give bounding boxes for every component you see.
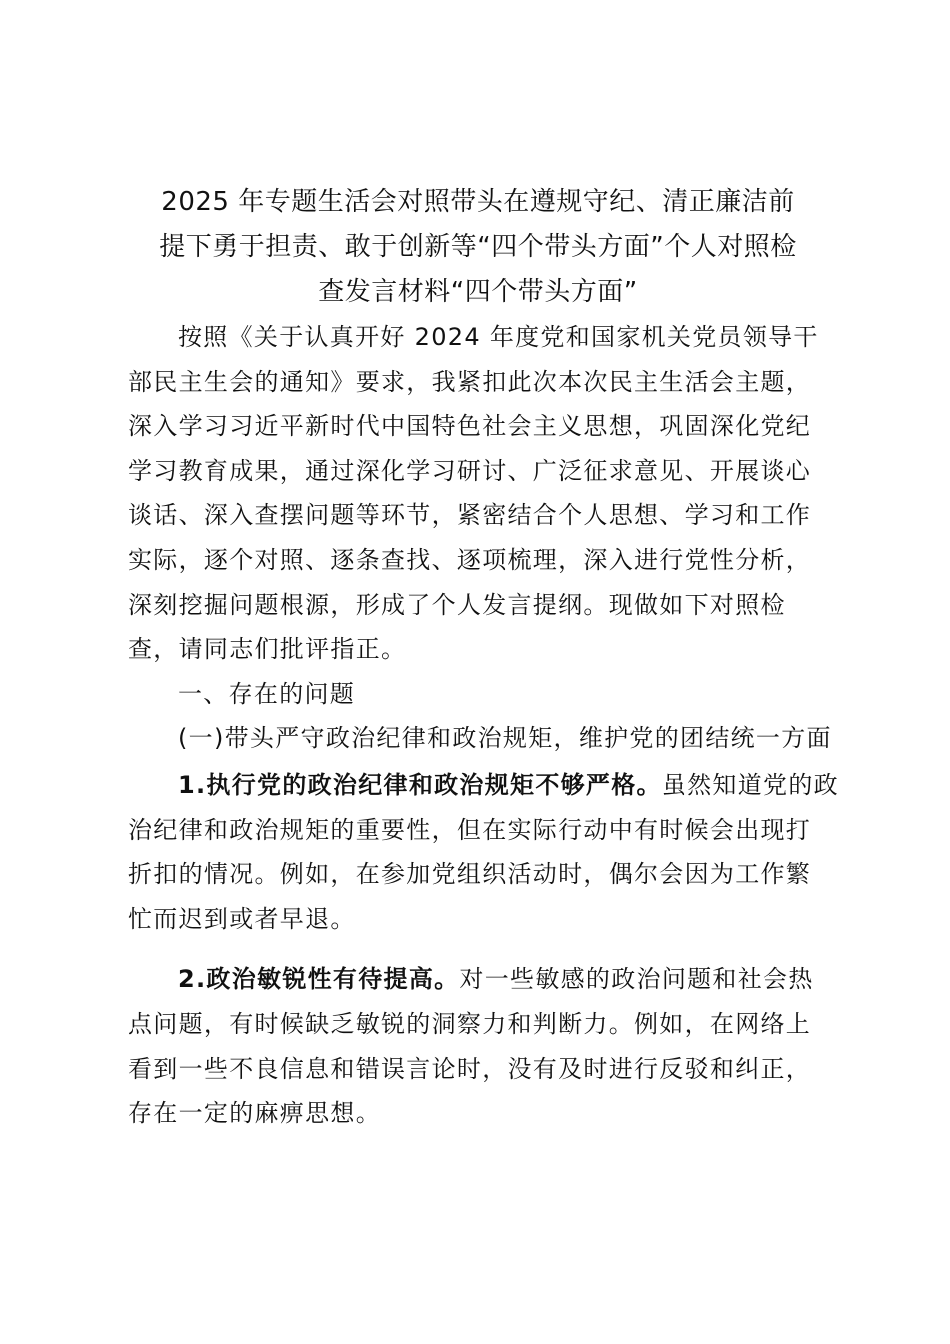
document-title: [120, 180, 836, 315]
section-heading: 一、存在的问题: [178, 679, 356, 708]
intro-line: 实际，逐个对照、逐条查找、逐项梳理，深入进行党性分析，: [128, 545, 812, 574]
item-line: 治纪律和政治规矩的重要性，但在实际行动中有时候会出现打: [128, 815, 812, 844]
item-text: 对一些敏感的政治问题和社会热: [459, 965, 814, 994]
title-line: 2025 年专题生活会对照带头在遵规守纪、清正廉洁前: [161, 187, 795, 217]
problem-item-2: [128, 957, 828, 1135]
subsection-heading: (一)带头严守政治纪律和政治规矩，维护党的团结统一方面: [178, 724, 832, 753]
item-line: 点问题，有时候缺乏敏锐的洞察力和判断力。例如，在网络上: [128, 1009, 812, 1038]
intro-line: 部民主生会的通知》要求，我紧扣此次本次民主生活会主题，: [128, 367, 812, 396]
intro-line: 查，请同志们批评指正。: [128, 635, 407, 664]
item-text: 虽然知道党的政: [661, 770, 839, 799]
title-line: 提下勇于担责、敢于创新等“四个带头方面”个人对照检: [159, 232, 797, 262]
intro-line: 深入学习习近平新时代中国特色社会主义思想，巩固深化党纪: [128, 412, 812, 441]
item-line: 看到一些不良信息和错误言论时，没有及时进行反驳和纠正，: [128, 1054, 812, 1083]
item-heading: 1.执行党的政治纪律和政治规矩不够严格。: [178, 770, 662, 799]
problem-item-1: [128, 763, 839, 941]
item-line: 折扣的情况。例如，在参加党组织活动时，偶尔会因为工作繁: [128, 860, 812, 889]
item-line: 忙而迟到或者早退。: [128, 904, 356, 933]
intro-line: 谈话、深入查摆问题等环节，紧密结合个人思想、学习和工作: [128, 501, 812, 530]
document-page: [128, 180, 839, 1136]
item-heading: 2.政治敏锐性有待提高。: [178, 965, 460, 994]
intro-line: 学习教育成果，通过深化学习研讨、广泛征求意见、开展谈心: [128, 456, 812, 485]
intro-line: 深刻挖掘问题根源，形成了个人发言提纲。现做如下对照检: [128, 590, 786, 619]
intro-paragraph: [128, 315, 828, 672]
item-line: 存在一定的麻痹思想。: [128, 1099, 381, 1128]
item-first-line: [128, 957, 828, 1002]
item-first-line: [128, 763, 839, 808]
title-line: 查发言材料“四个带头方面”: [318, 277, 638, 307]
intro-line: 按照《关于认真开好 2024 年度党和国家机关党员领导干: [178, 323, 819, 351]
